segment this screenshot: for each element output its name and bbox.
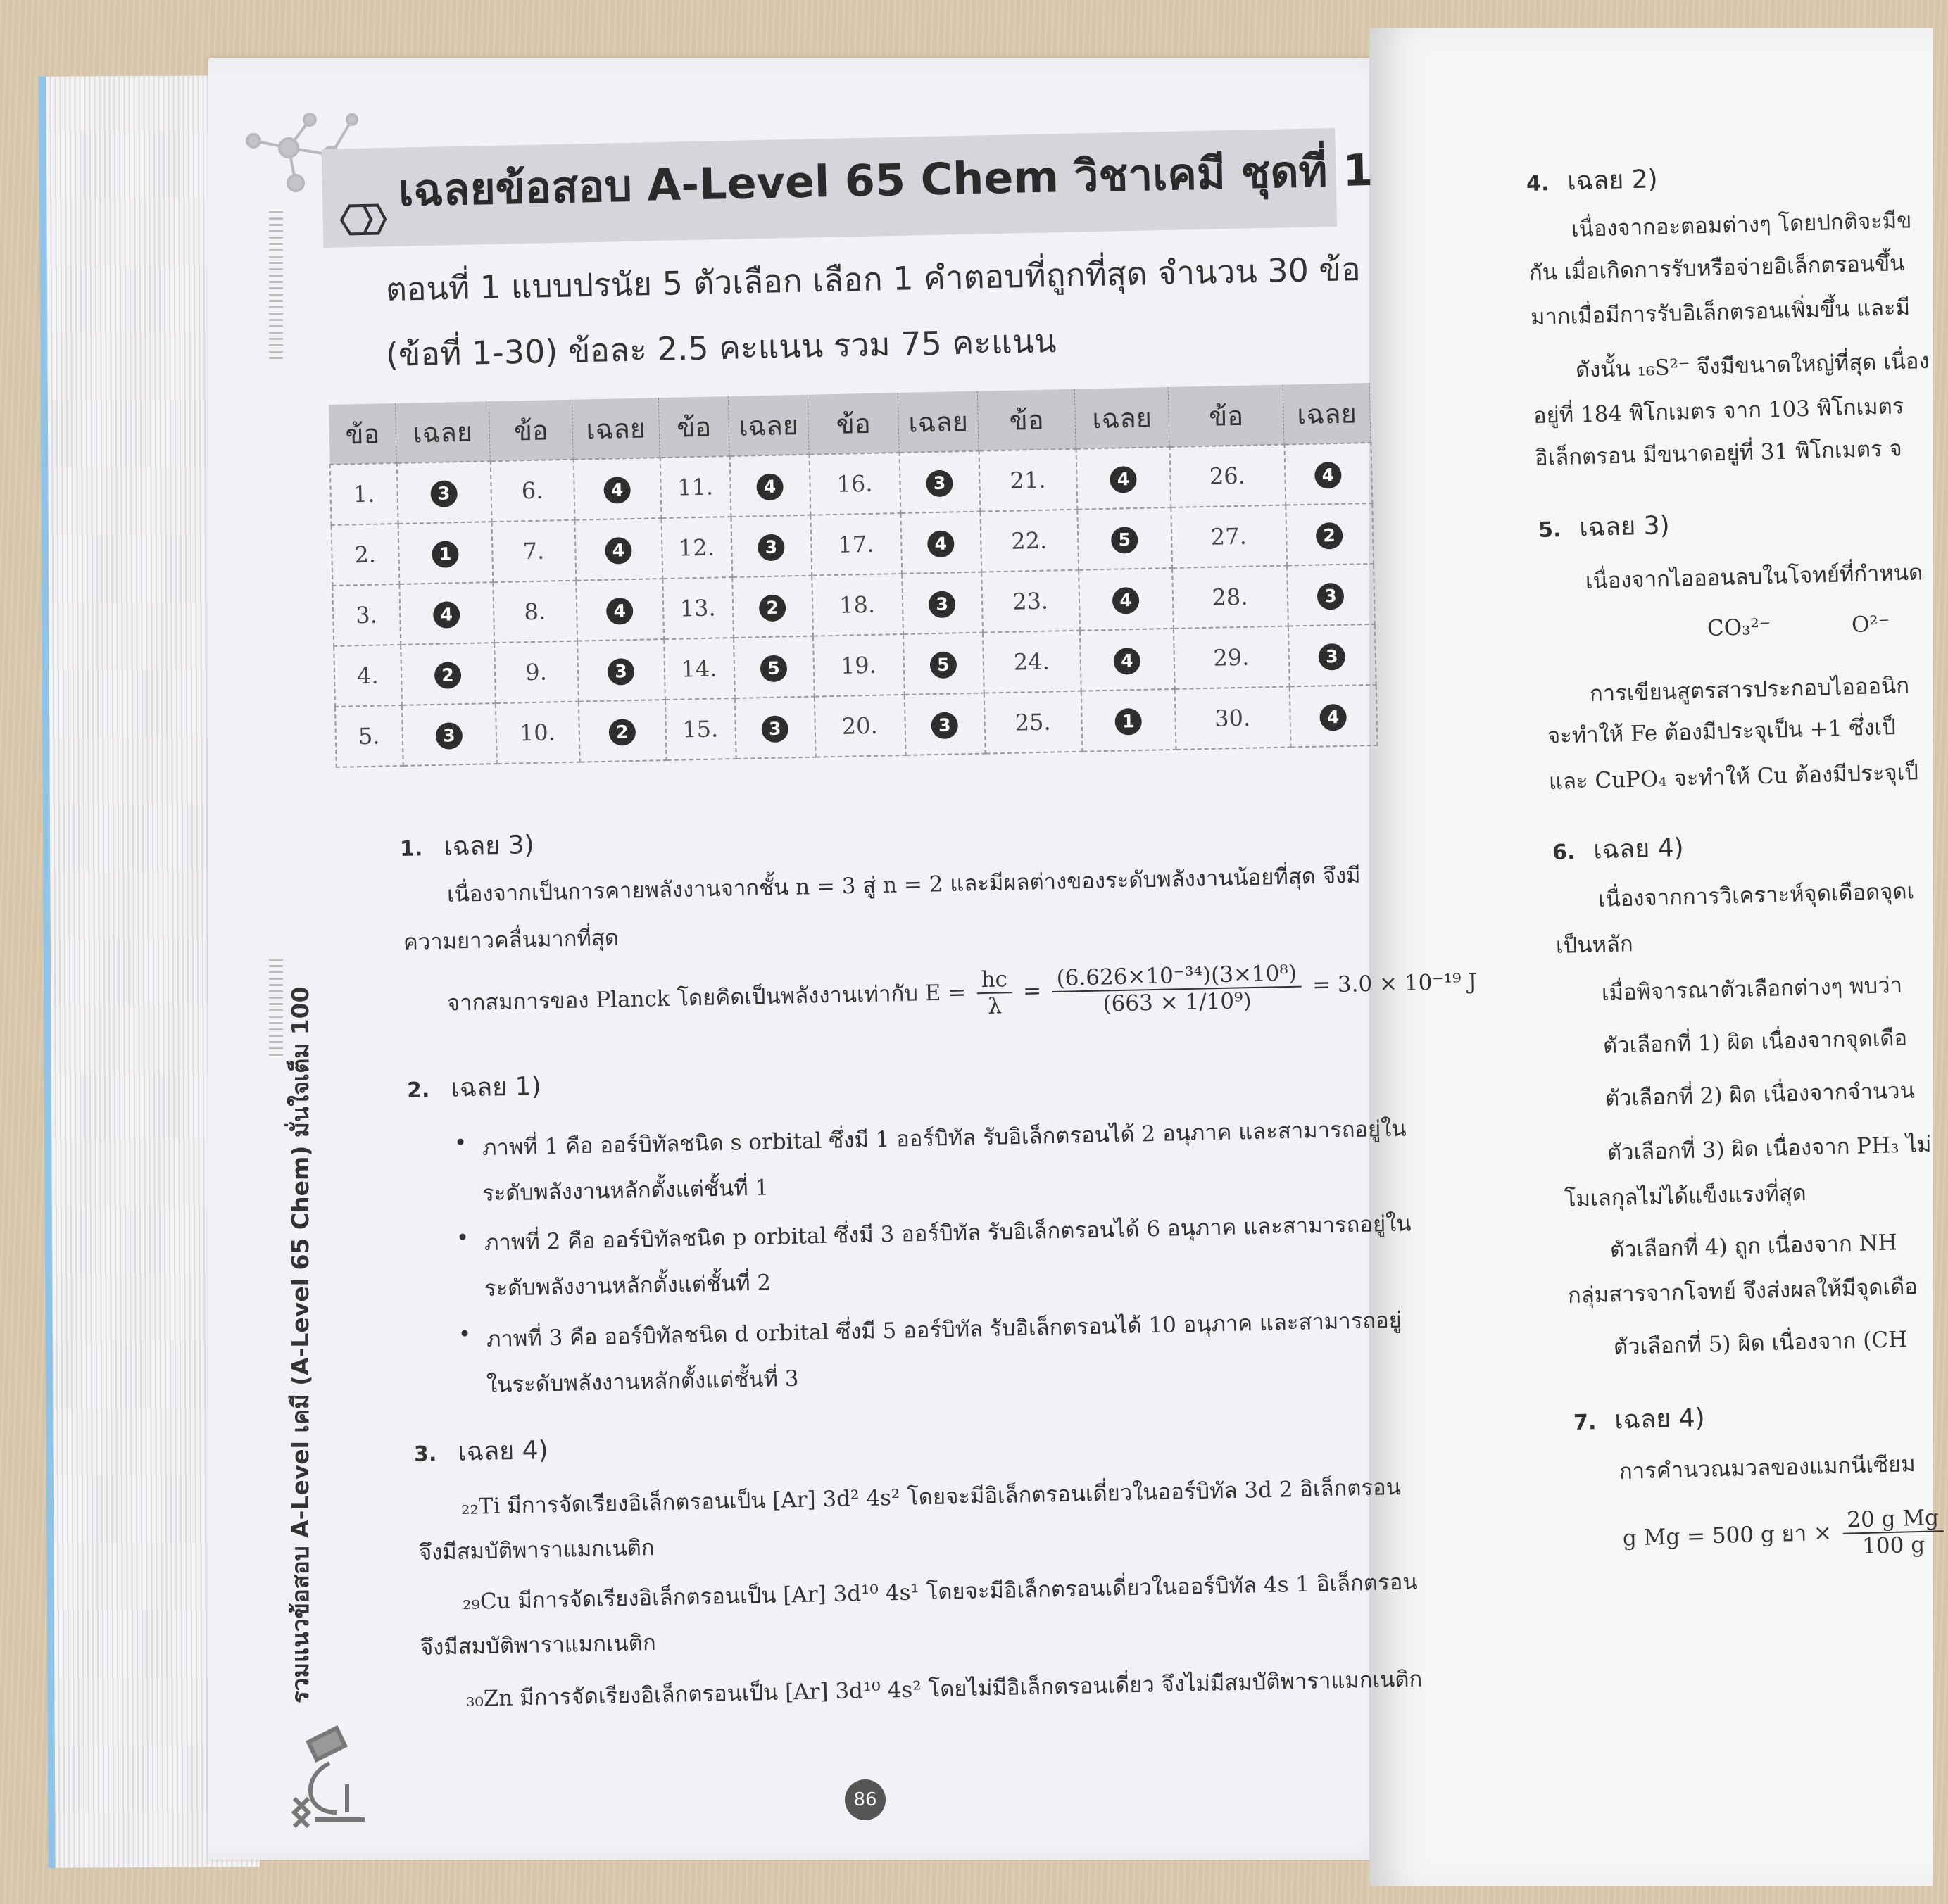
- rp-line: ตัวเลือกที่ 2) ผิด เนื่องจากจำนวน: [1604, 1078, 1916, 1111]
- rq6-answer: เฉลย 4): [1592, 833, 1685, 865]
- question-number: 14.: [664, 638, 735, 700]
- answer-badge: 4: [603, 477, 631, 504]
- answer-cell: [573, 458, 661, 520]
- rp-line: ตัวเลือกที่ 1) ผิด เนื่องจากจุดเดือ: [1602, 1025, 1908, 1059]
- rp-line: เนื่องจากไอออนลบในโจทย์ที่กำหนด: [1585, 560, 1923, 594]
- question-number: 13.: [662, 577, 734, 639]
- equation-result: = 3.0 × 10⁻¹⁹ J: [1312, 969, 1478, 998]
- answer-badge: 3: [761, 715, 788, 743]
- answer-cell: [1288, 624, 1376, 687]
- col-header-no: ข้อ: [1168, 385, 1284, 447]
- question-number: 6.: [490, 460, 574, 522]
- q3-number: 3.: [413, 1442, 437, 1467]
- hc-over-lambda: $\frac{hc}{\lambda}$: [976, 966, 1012, 1019]
- answer-badge: 3: [929, 591, 956, 618]
- answer-badge: 4: [1314, 461, 1342, 488]
- q3-cu-line2: จึงมีสมบัติพาราแมกเนติก: [420, 1629, 657, 1660]
- question-number: 15.: [665, 698, 736, 760]
- rq6-heading: [1552, 827, 1684, 871]
- rq6-number: 6.: [1552, 840, 1576, 865]
- question-number: 27.: [1171, 505, 1287, 568]
- answer-cell: [1076, 447, 1171, 510]
- answer-badge: 4: [756, 473, 784, 500]
- answer-badge: 2: [434, 662, 462, 689]
- equation-numerator: (6.626×10⁻³⁴)(3×10⁸): [1052, 961, 1301, 992]
- answer-badge: 3: [430, 480, 458, 507]
- question-number: 12.: [661, 517, 732, 579]
- rq4-answer: เฉลย 2): [1566, 165, 1659, 196]
- answer-badge: 3: [608, 657, 635, 685]
- answer-badge: 1: [432, 541, 459, 568]
- answer-cell: [903, 633, 984, 695]
- answer-badge: 4: [433, 601, 460, 629]
- question-number: 1.: [330, 463, 398, 525]
- col-header-no: ข้อ: [977, 389, 1076, 451]
- q3-cu-line1: ₂₉Cu มีการจัดเรียงอิเล็กตรอนเป็น [Ar] 3d¹⁰ 4s¹ โดยจะมีอิเล็กตรอนเดี่ยวในออร์บิทัล 4s 1 อิเล็กตรอน: [462, 1569, 1418, 1615]
- answer-cell: [1077, 507, 1172, 570]
- col-header-no: ข้อ: [329, 403, 396, 465]
- answer-badge: 1: [1114, 707, 1142, 735]
- question-number: 16.: [809, 453, 900, 515]
- mg-eq-prefix: g Mg = 500 g ยา ×: [1622, 1520, 1833, 1551]
- equation-fraction: [1052, 961, 1302, 1018]
- mg-eq-den: 100 g: [1861, 1532, 1925, 1560]
- benzene-hexagon-icon: [334, 198, 391, 241]
- spine-dash-top: [269, 211, 283, 359]
- answer-badge: 3: [931, 712, 958, 739]
- rp-line: กลุ่มสารจากโจทย์ จึงส่งผลให้มีจุดเดือ: [1567, 1273, 1918, 1309]
- q2-answer: เฉลย 1): [450, 1072, 542, 1103]
- question-number: 7.: [491, 520, 576, 582]
- rp-line: โมเลกุลไม่ได้แข็งแรงที่สุด: [1564, 1180, 1807, 1212]
- section-description-line1: ตอนที่ 1 แบบปรนัย 5 ตัวเลือก เลือก 1 คำตอบที่ถูกที่สุด จำนวน 30 ข้อ: [385, 250, 1362, 308]
- answer-cell: [900, 512, 981, 574]
- rq4-number: 4.: [1526, 171, 1550, 196]
- col-header-ans: เฉลย: [395, 401, 490, 463]
- answer-cell: [1287, 564, 1375, 626]
- answer-cell: [1289, 685, 1377, 748]
- q2-bullet-2a: • ภาพที่ 2 คือ ออร์บิทัลชนิด p orbital ซึ่งมี 3 ออร์บิทัล รับอิเล็กตรอนได้ 6 อนุภาค และสามารถอยู่ใน: [484, 1205, 1411, 1260]
- question-number: 28.: [1172, 566, 1288, 629]
- question-number: 4.: [334, 645, 401, 707]
- answer-cell: [401, 703, 496, 766]
- rp-line: การเขียนสูตรสารประกอบไอออนิก: [1589, 673, 1910, 707]
- mg-eq-num: 20 g Mg: [1842, 1505, 1944, 1534]
- answer-cell: [574, 518, 662, 581]
- equation-prefix: จากสมการของ Planck โดยคิดเป็นพลังงานเท่ากับ E =: [446, 980, 967, 1016]
- answer-badge: 4: [605, 537, 632, 565]
- question-number: 25.: [984, 691, 1082, 754]
- answer-badge: 2: [1316, 522, 1343, 549]
- answer-cell: [399, 582, 494, 645]
- q1-explanation-line1: เนื่องจากเป็นการคายพลังงานจากชั้น n = 3 สู่ n = 2 และมีผลต่างของระดับพลังงานน้อยที่สุด จึงมี: [446, 862, 1361, 907]
- rq7-heading: [1573, 1397, 1705, 1441]
- rp-line: ตัวเลือกที่ 5) ผิด เนื่องจาก (CH: [1613, 1327, 1908, 1360]
- q3-heading: [413, 1430, 548, 1473]
- answer-badge: 4: [1110, 465, 1137, 493]
- question-number: 3.: [332, 584, 400, 646]
- q3-ti-line1: ₂₂Ti มีการจัดเรียงอิเล็กตรอนเป็น [Ar] 3d² 4s² โดยจะมีอิเล็กตรอนเดี่ยวในออร์บิทัล 3d 2 อิเล็กตรอน: [460, 1475, 1402, 1520]
- rp-line: เนื่องจากอะตอมต่างๆ โดยปกติจะมีข: [1571, 208, 1912, 242]
- answer-cell: [1284, 443, 1372, 505]
- question-number: 24.: [982, 631, 1081, 693]
- equation-denominator: (663 × 1/10⁹): [1102, 988, 1252, 1017]
- answer-cell: [1079, 629, 1174, 691]
- rp-line: เนื่องจากการวิเคราะห์จุดเดือดจุดเ: [1597, 878, 1915, 912]
- question-number: 2.: [332, 524, 399, 586]
- q3-ti-line2: จึงมีสมบัติพาราแมกเนติก: [418, 1534, 655, 1565]
- answer-badge: 4: [1319, 703, 1347, 731]
- page-number: 86: [845, 1779, 886, 1820]
- answer-badge: 3: [1317, 582, 1345, 610]
- rp-line: กัน เมื่อเกิดการรับหรือจ่ายอิเล็กตรอนขึ้น: [1528, 251, 1905, 286]
- q1-number: 1.: [399, 836, 423, 862]
- answer-badge: 5: [1111, 526, 1138, 553]
- spine-dash-mid: [269, 957, 283, 1056]
- col-header-ans: เฉลย: [1074, 387, 1169, 449]
- question-number: 10.: [495, 702, 579, 764]
- rp-line: อยู่ที่ 184 พิโกเมตร จาก 103 พิโกเมตร: [1533, 393, 1904, 429]
- question-number: 11.: [660, 456, 731, 518]
- answer-badge: 4: [606, 597, 634, 624]
- col-header-ans: เฉลย: [728, 395, 809, 456]
- rq5-number: 5.: [1538, 517, 1561, 543]
- answer-badge: 4: [927, 530, 955, 557]
- q1-explanation-line2: ความยาวคลื่นมากที่สุด: [403, 925, 620, 955]
- q2-bullet-1a: • ภาพที่ 1 คือ ออร์บิทัลชนิด s orbital ซึ่งมี 1 ออร์บิทัล รับอิเล็กตรอนได้ 2 อนุภาค และสามารถอยู่ใน: [482, 1111, 1407, 1165]
- answer-badge: 3: [758, 534, 785, 561]
- answer-cell: [578, 700, 666, 762]
- answer-badge: 4: [1112, 586, 1140, 614]
- rp-mg-equation: [1622, 1505, 1948, 1565]
- rp-line: การคำนวณมวลของแมกนีเซียม: [1619, 1451, 1916, 1484]
- question-number: 29.: [1173, 626, 1289, 689]
- col-header-ans: เฉลย: [898, 391, 979, 453]
- q1-heading: [399, 824, 534, 867]
- answer-cell: [401, 643, 496, 705]
- rq7-answer: เฉลย 4): [1614, 1404, 1706, 1435]
- question-number: 23.: [981, 570, 1080, 633]
- answer-badge: 5: [760, 655, 788, 682]
- page-title: เฉลยข้อสอบ A-Level 65 Chem วิชาเคมี ชุดที่ 1: [398, 144, 1374, 216]
- rq5-heading: [1538, 505, 1670, 548]
- rp-ion-2: O²⁻: [1851, 611, 1890, 638]
- question-number: 22.: [980, 510, 1079, 572]
- question-number: 5.: [335, 705, 403, 767]
- spine-label: รวมแนวข้อสอบ A-Level เคมี (A-Level 65 Chem) มั่นใจเต็ม 100: [287, 986, 314, 1703]
- question-number: 19.: [813, 634, 905, 697]
- rp-line: เมื่อพิจารณาตัวเลือกต่างๆ พบว่า: [1601, 972, 1903, 1006]
- rp-line: และ CuPO₄ จะทำให้ Cu ต้องมีประจุเป็: [1548, 759, 1919, 795]
- answer-cell: [1081, 689, 1176, 752]
- q2-number: 2.: [406, 1078, 430, 1103]
- answer-key-table: [328, 383, 1378, 768]
- answer-cell: [729, 455, 810, 517]
- question-number: 9.: [494, 641, 579, 703]
- rq4-heading: [1526, 158, 1658, 202]
- question-number: 8.: [493, 581, 577, 643]
- answer-badge: 4: [1113, 647, 1140, 674]
- q2-bullet-3b: ในระดับพลังงานหลักตั้งแต่ชั้นที่ 3: [486, 1366, 799, 1398]
- answer-badge: 3: [1318, 643, 1345, 670]
- q2-bullet-2b: ระดับพลังงานหลักตั้งแต่ชั้นที่ 2: [484, 1270, 772, 1301]
- answer-cell: [734, 636, 815, 698]
- q1-answer: เฉลย 3): [443, 831, 535, 862]
- answer-badge: 3: [435, 722, 463, 750]
- rp-line: ตัวเลือกที่ 3) ผิด เนื่องจาก PH₃ ไม่: [1607, 1131, 1932, 1166]
- answer-cell: [398, 522, 493, 584]
- microscope-icon: [287, 1714, 379, 1830]
- rp-line: จะทำให้ Fe ต้องมีประจุเป็น +1 ซึ่งเป็: [1547, 714, 1897, 749]
- answer-cell: [396, 461, 491, 524]
- q3-answer: เฉลย 4): [457, 1436, 549, 1467]
- answer-cell: [732, 576, 813, 638]
- col-header-no: ข้อ: [658, 396, 729, 458]
- rp-line: ตัวเลือกที่ 4) ถูก เนื่องจาก NH: [1609, 1230, 1898, 1263]
- rp-ion-1: CO₃²⁻: [1707, 614, 1771, 641]
- answer-cell: [902, 572, 983, 634]
- answer-badge: 5: [930, 651, 957, 679]
- question-number: 21.: [979, 449, 1077, 512]
- question-number: 17.: [810, 513, 902, 576]
- question-number: 18.: [812, 574, 903, 636]
- rq5-answer: เฉลย 3): [1578, 511, 1671, 543]
- q3-zn-line: ₃₀Zn มีการจัดเรียงอิเล็กตรอนเป็น [Ar] 3d¹⁰ 4s² โดยไม่มีอิเล็กตรอนเดี่ยว จึงไม่มีสมบัติพาราแมกเนติก: [465, 1666, 1423, 1712]
- q2-bullet-1b: ระดับพลังงานหลักตั้งแต่ชั้นที่ 1: [482, 1175, 769, 1206]
- col-header-no: ข้อ: [489, 400, 573, 461]
- answer-cell: [1286, 503, 1374, 566]
- answer-cell: [576, 579, 664, 641]
- answer-cell: [734, 697, 815, 759]
- section-description-line2: (ข้อที่ 1-30) ข้อละ 2.5 คะแนน รวม 75 คะแนน: [385, 322, 1057, 374]
- question-number: 20.: [814, 695, 905, 757]
- answer-cell: [1079, 568, 1174, 631]
- rp-line: อิเล็กตรอน มีขนาดอยู่ที่ 31 พิโกเมตร จ: [1534, 436, 1903, 471]
- answer-badge: 3: [926, 469, 953, 497]
- col-header-ans: เฉลย: [572, 398, 660, 460]
- mg-eq-fraction: [1842, 1505, 1944, 1560]
- q1-planck-equation: จากสมการของ Planck โดยคิดเป็นพลังงานเท่ากับ E = $\frac{hc}{\lambda}$ = $\frac{\text{(6.626×10⁻³⁴)(3×10⁸)}}{\text{(663 × 1/10⁹)}}$ = 3.0 × 10⁻¹⁹ J: [446, 960, 1478, 1019]
- rq7-number: 7.: [1573, 1410, 1597, 1435]
- answer-cell: [577, 639, 665, 702]
- answer-cell: [904, 693, 985, 755]
- rp-line: เป็นหลัก: [1555, 931, 1634, 959]
- rp-line: ดังนั้น ₁₆S²⁻ จึงมีขนาดใหญ่ที่สุด เนื่อง: [1575, 348, 1930, 383]
- question-number: 26.: [1169, 445, 1286, 507]
- answer-badge: 2: [608, 718, 636, 745]
- q2-bullet-3a: • ภาพที่ 3 คือ ออร์บิทัลชนิด d orbital ซึ่งมี 5 ออร์บิทัล รับอิเล็กตรอนได้ 10 อนุภาค และสามารถอยู่: [486, 1302, 1402, 1356]
- col-header-ans: เฉลย: [1283, 383, 1371, 445]
- question-number: 30.: [1174, 686, 1290, 749]
- answer-badge: 2: [759, 594, 786, 622]
- col-header-no: ข้อ: [808, 393, 899, 455]
- rp-line: มากเมื่อมีการรับอิเล็กตรอนเพิ่มขึ้น และมี: [1530, 294, 1911, 330]
- answer-cell: [731, 515, 812, 577]
- q2-heading: [406, 1066, 541, 1109]
- answer-cell: [899, 451, 980, 513]
